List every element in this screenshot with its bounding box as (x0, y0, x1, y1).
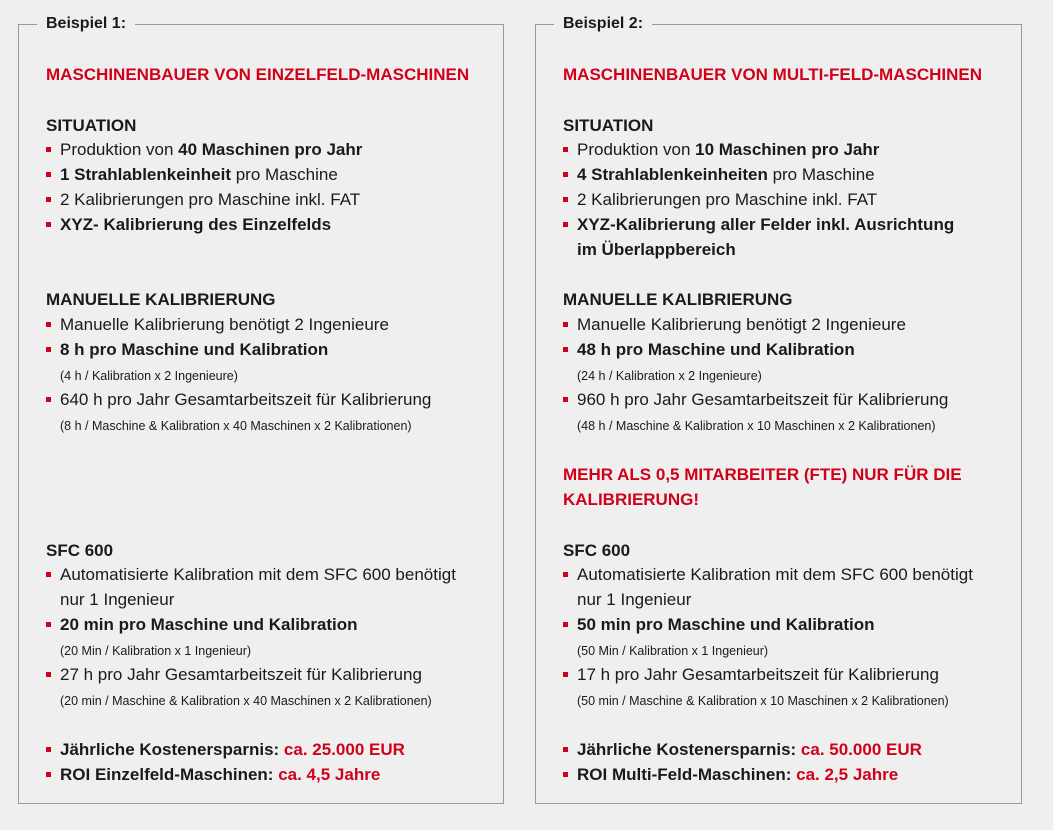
bullet-square-icon (563, 622, 568, 627)
bullet-square-icon (46, 572, 51, 577)
example-2-panel (535, 15, 1022, 804)
calculation-note: (50 Min / Kalibration x 1 Ingenieur) (577, 644, 769, 658)
calculation-note: (50 min / Maschine & Kalibration x 10 Maschinen x 2 Kalibrationen) (577, 694, 949, 708)
bullet-square-icon (46, 197, 51, 202)
example-1-title: Beispiel 1: (37, 13, 135, 35)
list-item: XYZ-Kalibrierung aller Felder inkl. Ausrichtung (563, 212, 954, 237)
list-item-continuation: im Überlappbereich (577, 240, 736, 259)
bullet-square-icon (563, 572, 568, 577)
list-item: 960 h pro Jahr Gesamtarbeitszeit für Kalibrierung (563, 387, 948, 412)
bullet-square-icon (563, 172, 568, 177)
list-item: 50 min pro Maschine und Kalibration (563, 612, 875, 637)
bullet-square-icon (563, 397, 568, 402)
list-item: Manuelle Kalibrierung benötigt 2 Ingenieure (563, 312, 906, 337)
bullet-square-icon (563, 222, 568, 227)
sfc-600-heading: SFC 600 (563, 541, 631, 560)
bullet-square-icon (46, 147, 51, 152)
list-item: 2 Kalibrierungen pro Maschine inkl. FAT (46, 187, 360, 212)
savings-item: Jährliche Kostenersparnis: ca. 50.000 EUR (563, 737, 922, 762)
bullet-square-icon (46, 747, 51, 752)
list-item: 48 h pro Maschine und Kalibration (563, 337, 855, 362)
example-2-heading: MASCHINENBAUER VON MULTI-FELD-MASCHINEN (563, 65, 982, 84)
calculation-note: (20 min / Maschine & Kalibration x 40 Maschinen x 2 Kalibrationen) (60, 694, 432, 708)
list-item: 17 h pro Jahr Gesamtarbeitszeit für Kalibrierung (563, 662, 939, 687)
bullet-square-icon (46, 222, 51, 227)
calculation-note: (8 h / Maschine & Kalibration x 40 Maschinen x 2 Kalibrationen) (60, 419, 412, 433)
bullet-square-icon (46, 397, 51, 402)
calculation-note: (20 Min / Kalibration x 1 Ingenieur) (60, 644, 252, 658)
calculation-note: (4 h / Kalibration x 2 Ingenieure) (60, 369, 238, 383)
bullet-square-icon (563, 197, 568, 202)
list-item: 8 h pro Maschine und Kalibration (46, 337, 328, 362)
bullet-square-icon (563, 772, 568, 777)
calculation-note: (48 h / Maschine & Kalibration x 10 Maschinen x 2 Kalibrationen) (577, 419, 936, 433)
bullet-square-icon (563, 322, 568, 327)
list-item: Automatisierte Kalibration mit dem SFC 600 benötigt (563, 562, 973, 587)
list-item: XYZ- Kalibrierung des Einzelfelds (46, 212, 331, 237)
roi-item: ROI Multi-Feld-Maschinen: ca. 2,5 Jahre (563, 762, 898, 787)
example-1-heading: MASCHINENBAUER VON EINZELFELD-MASCHINEN (46, 65, 470, 84)
situation-heading: SITUATION (46, 116, 137, 135)
list-item: Manuelle Kalibrierung benötigt 2 Ingenieure (46, 312, 389, 337)
fte-warning-line-2: KALIBRIERUNG! (563, 490, 699, 509)
list-item: Produktion von 40 Maschinen pro Jahr (46, 137, 362, 162)
example-1-panel (18, 15, 504, 804)
situation-heading: SITUATION (563, 116, 654, 135)
calculation-note: (24 h / Kalibration x 2 Ingenieure) (577, 369, 762, 383)
bullet-square-icon (46, 322, 51, 327)
list-item: 640 h pro Jahr Gesamtarbeitszeit für Kalibrierung (46, 387, 431, 412)
bullet-square-icon (46, 347, 51, 352)
list-item: 2 Kalibrierungen pro Maschine inkl. FAT (563, 187, 877, 212)
list-item: 27 h pro Jahr Gesamtarbeitszeit für Kalibrierung (46, 662, 422, 687)
list-item: Produktion von 10 Maschinen pro Jahr (563, 137, 879, 162)
example-2-title: Beispiel 2: (554, 13, 652, 35)
sfc-600-heading: SFC 600 (46, 541, 114, 560)
bullet-square-icon (563, 672, 568, 677)
manual-calibration-heading: MANUELLE KALIBRIERUNG (46, 290, 276, 309)
bullet-square-icon (46, 672, 51, 677)
bullet-square-icon (46, 622, 51, 627)
list-item: Automatisierte Kalibration mit dem SFC 600 benötigt (46, 562, 456, 587)
list-item-continuation: nur 1 Ingenieur (60, 590, 175, 609)
manual-calibration-heading: MANUELLE KALIBRIERUNG (563, 290, 793, 309)
bullet-square-icon (563, 147, 568, 152)
list-item: 4 Strahlablenkeinheiten pro Maschine (563, 162, 875, 187)
list-item: 1 Strahlablenkeinheit pro Maschine (46, 162, 338, 187)
roi-item: ROI Einzelfeld-Maschinen: ca. 4,5 Jahre (46, 762, 380, 787)
bullet-square-icon (46, 772, 51, 777)
savings-item: Jährliche Kostenersparnis: ca. 25.000 EUR (46, 737, 405, 762)
list-item-continuation: nur 1 Ingenieur (577, 590, 692, 609)
bullet-square-icon (563, 347, 568, 352)
bullet-square-icon (46, 172, 51, 177)
bullet-square-icon (563, 747, 568, 752)
list-item: 20 min pro Maschine und Kalibration (46, 612, 358, 637)
fte-warning-line-1: MEHR ALS 0,5 MITARBEITER (FTE) NUR FÜR DIE (563, 465, 962, 484)
